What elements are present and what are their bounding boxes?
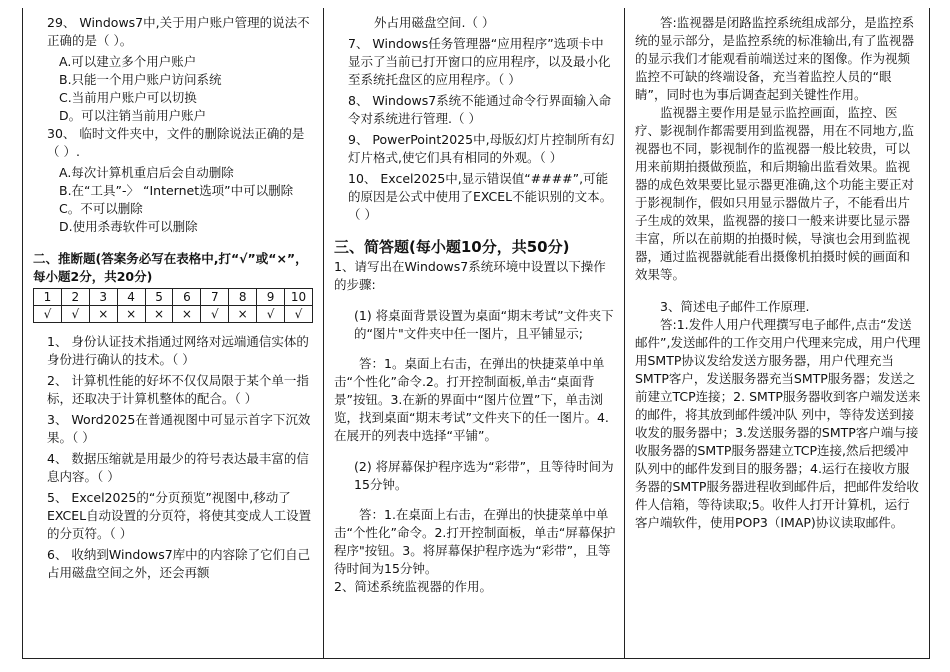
judge-item-4: 4、 数据压缩就是用最少的符号表达最丰富的信息内容。（ ）	[47, 451, 309, 484]
judge-item-9: 9、 PowerPoint2025中,母版幻灯片控制所有幻灯片格式,使它们具有相同的外观。（ ）	[348, 132, 615, 165]
question-29-stem: 29、 Windows7中,关于用户账户管理的说法不正确的是（ ）。	[47, 15, 310, 48]
short-answer-1-stem: 1、请写出在Windows7系统环境中设置以下操作的步骤:	[334, 259, 606, 292]
answer-table	[33, 288, 313, 323]
section-2-title: 二、推断题(答案务必写在表格中,打“√”或“×”，每小题2分，共20分)	[33, 251, 308, 284]
short-answer-1-answer-1: 答：1。桌面上右击，在弹出的快捷菜单中单击“个性化”命令.2。打开控制面板,单击“桌面背景”按钮。3.在新的界面中“图片位置”下，单击浏览，找到桌面“期末考试”文件夹下的任一图片。4.在展开的列表中选择“平铺”。	[334, 356, 609, 443]
answer-number: 2	[61, 289, 89, 306]
question-30-option-c: C。不可以删除	[59, 201, 143, 216]
judge-item-1: 1、 身份认证技术指通过网络对远端通信实体的身份进行确认的技术。（ ）	[47, 334, 309, 367]
answer-number: 4	[117, 289, 145, 306]
question-30-stem: 30、 临时文件夹中，文件的删除说法正确的是（ ）.	[47, 126, 305, 159]
answer-mark: ×	[89, 306, 117, 323]
column-right	[625, 8, 929, 658]
short-answer-1-sub-1: (1) 将桌面背景设置为桌面“期末考试”文件夹下的“图片"文件夹中任一图片，且平铺显示;	[354, 307, 614, 341]
column-left	[23, 8, 324, 658]
answer-mark: ×	[117, 306, 145, 323]
judge-item-2: 2、 计算机性能的好坏不仅仅局限于某个单一指标，还取决于计算机整体的配合。（ ）	[47, 373, 309, 406]
question-29-option-c: C.当前用户账户可以切换	[59, 90, 197, 105]
answer-number: 10	[285, 289, 313, 306]
answer-mark: √	[285, 306, 313, 323]
answer-number: 8	[229, 289, 257, 306]
judge-item-6: 6、 收纳到Windows7库中的内容除了它们自己占用磁盘空间之外，还会再额	[47, 547, 311, 580]
short-answer-2-answer-p1: 答:监视器是闭路监控系统组成部分，是监控系统的显示部分，是监控系统的标准输出,有了监视器的显示我们才能观看前端送过来的图像。作为视频监控不可缺的终端设备，充当着监控人员的“眼睛”，同时也为事后调查起到关键性作用。	[635, 15, 915, 102]
short-answer-3-stem: 3、简述电子邮件工作原理.	[660, 299, 810, 314]
answer-number: 5	[145, 289, 173, 306]
short-answer-1-answer-2: 答：1.在桌面上右击，在弹出的快捷菜单中单击“个性化”命令。2.打开控制面板，单击“屏幕保护程序"按钮。3。将屏幕保护程序选为“彩带”，且等待时间为15分钟。	[334, 507, 616, 576]
question-29-option-d: D。可以注销当前用户账户	[59, 108, 207, 123]
answer-mark: √	[61, 306, 89, 323]
question-29-option-a: A.可以建立多个用户账户	[59, 54, 197, 69]
short-answer-2-stem: 2、简述系统监视器的作用。	[334, 579, 492, 594]
judge-item-10: 10、 Excel2025中,显示错误值“####”,可能的原因是公式中使用了EXCEL不能识别的文本。（ ）	[348, 171, 613, 222]
judge-item-3: 3、 Word2025在普通视图中可显示首字下沉效果。（ ）	[47, 412, 311, 445]
judge-item-6-continued: 外占用磁盘空间.（ ）	[374, 15, 495, 30]
exam-page	[22, 8, 930, 659]
question-29-option-b: B.只能一个用户账户访问系统	[59, 72, 222, 87]
answer-number: 3	[89, 289, 117, 306]
answer-number: 6	[173, 289, 201, 306]
answer-mark: √	[201, 306, 229, 323]
answer-table-marks-row	[34, 306, 313, 323]
judge-item-8: 8、 Windows7系统不能通过命令行界面输入命令对系统进行管理.（ ）	[348, 93, 612, 126]
answer-table-numbers-row	[34, 289, 313, 306]
question-30-option-d: D.使用杀毒软件可以删除	[59, 219, 198, 234]
answer-mark: √	[257, 306, 285, 323]
answer-mark: ×	[145, 306, 173, 323]
answer-number: 1	[34, 289, 62, 306]
question-30-option-b: B.在“工具”-〉 “Internet选项”中可以删除	[59, 183, 294, 198]
answer-mark: √	[34, 306, 62, 323]
answer-mark: ×	[229, 306, 257, 323]
section-3-title: 三、简答题(每小题10分，共50分)	[334, 238, 570, 256]
short-answer-1-sub-2: (2) 将屏幕保护程序选为“彩带”，且等待时间为15分钟。	[354, 458, 614, 492]
answer-number: 9	[257, 289, 285, 306]
answer-mark: ×	[173, 306, 201, 323]
judge-item-5: 5、 Excel2025的“分页预览”视图中,移动了EXCEL自动设置的分页符，将使其变成人工设置的分页符。（ ）	[47, 490, 312, 541]
column-middle	[324, 8, 625, 658]
answer-number: 7	[201, 289, 229, 306]
short-answer-3-answer: 答:1.发件人用户代理撰写电子邮件,点击“发送邮件”,发送邮件的工作交用户代理来完成，用户代理用SMTP协议发给发送方服务器，用户代理充当SMTP客户，发送服务器充当SMTP服务器；发送之前建立TCP连接；2. SMTP服务器收到客户端发送来的邮件，将其放到邮件缓冲队 列中，等待发送到接收发的服务器中；3.发送服务器的SMTP客户端与接收服务器的SMTP服务器建立TCP连接,然后把缓冲队列中的邮件发到目的服务器；4.运行在接收方服务器的SMTP服务器进程收到邮件后，把邮件发给收件人信箱，等待读取;5。收件人打开计算机，运行客户端软件，使用POP3（IMAP)协议读取邮件。	[635, 317, 921, 530]
question-30-option-a: A.每次计算机重启后会自动删除	[59, 165, 234, 180]
judge-item-7: 7、 Windows任务管理器“应用程序”选项卡中显示了当前已打开窗口的应用程序，以及最小化至系统托盘区的应用程序。（ ）	[348, 36, 611, 87]
short-answer-2-answer-p2: 监视器主要作用是显示监控画面，监控、医疗、影视制作都需要用到监视器，用在不同地方,监视器也不同，影视制作的监视器一般比较贵，可以用来前期拍摄做预监，和后期输出监看效果。监视器的成色效果要比显示器更准确,这个功能主要正对于影视制作，假如只用显示器做片子，不能看出片子生成的效果，监视器的接口一般来讲要比显示器丰富，所以在前期的拍摄时候，导演也会用到监视器，通过监视器就能看出摄像机拍摄时候的画面和效果等。	[635, 105, 914, 282]
